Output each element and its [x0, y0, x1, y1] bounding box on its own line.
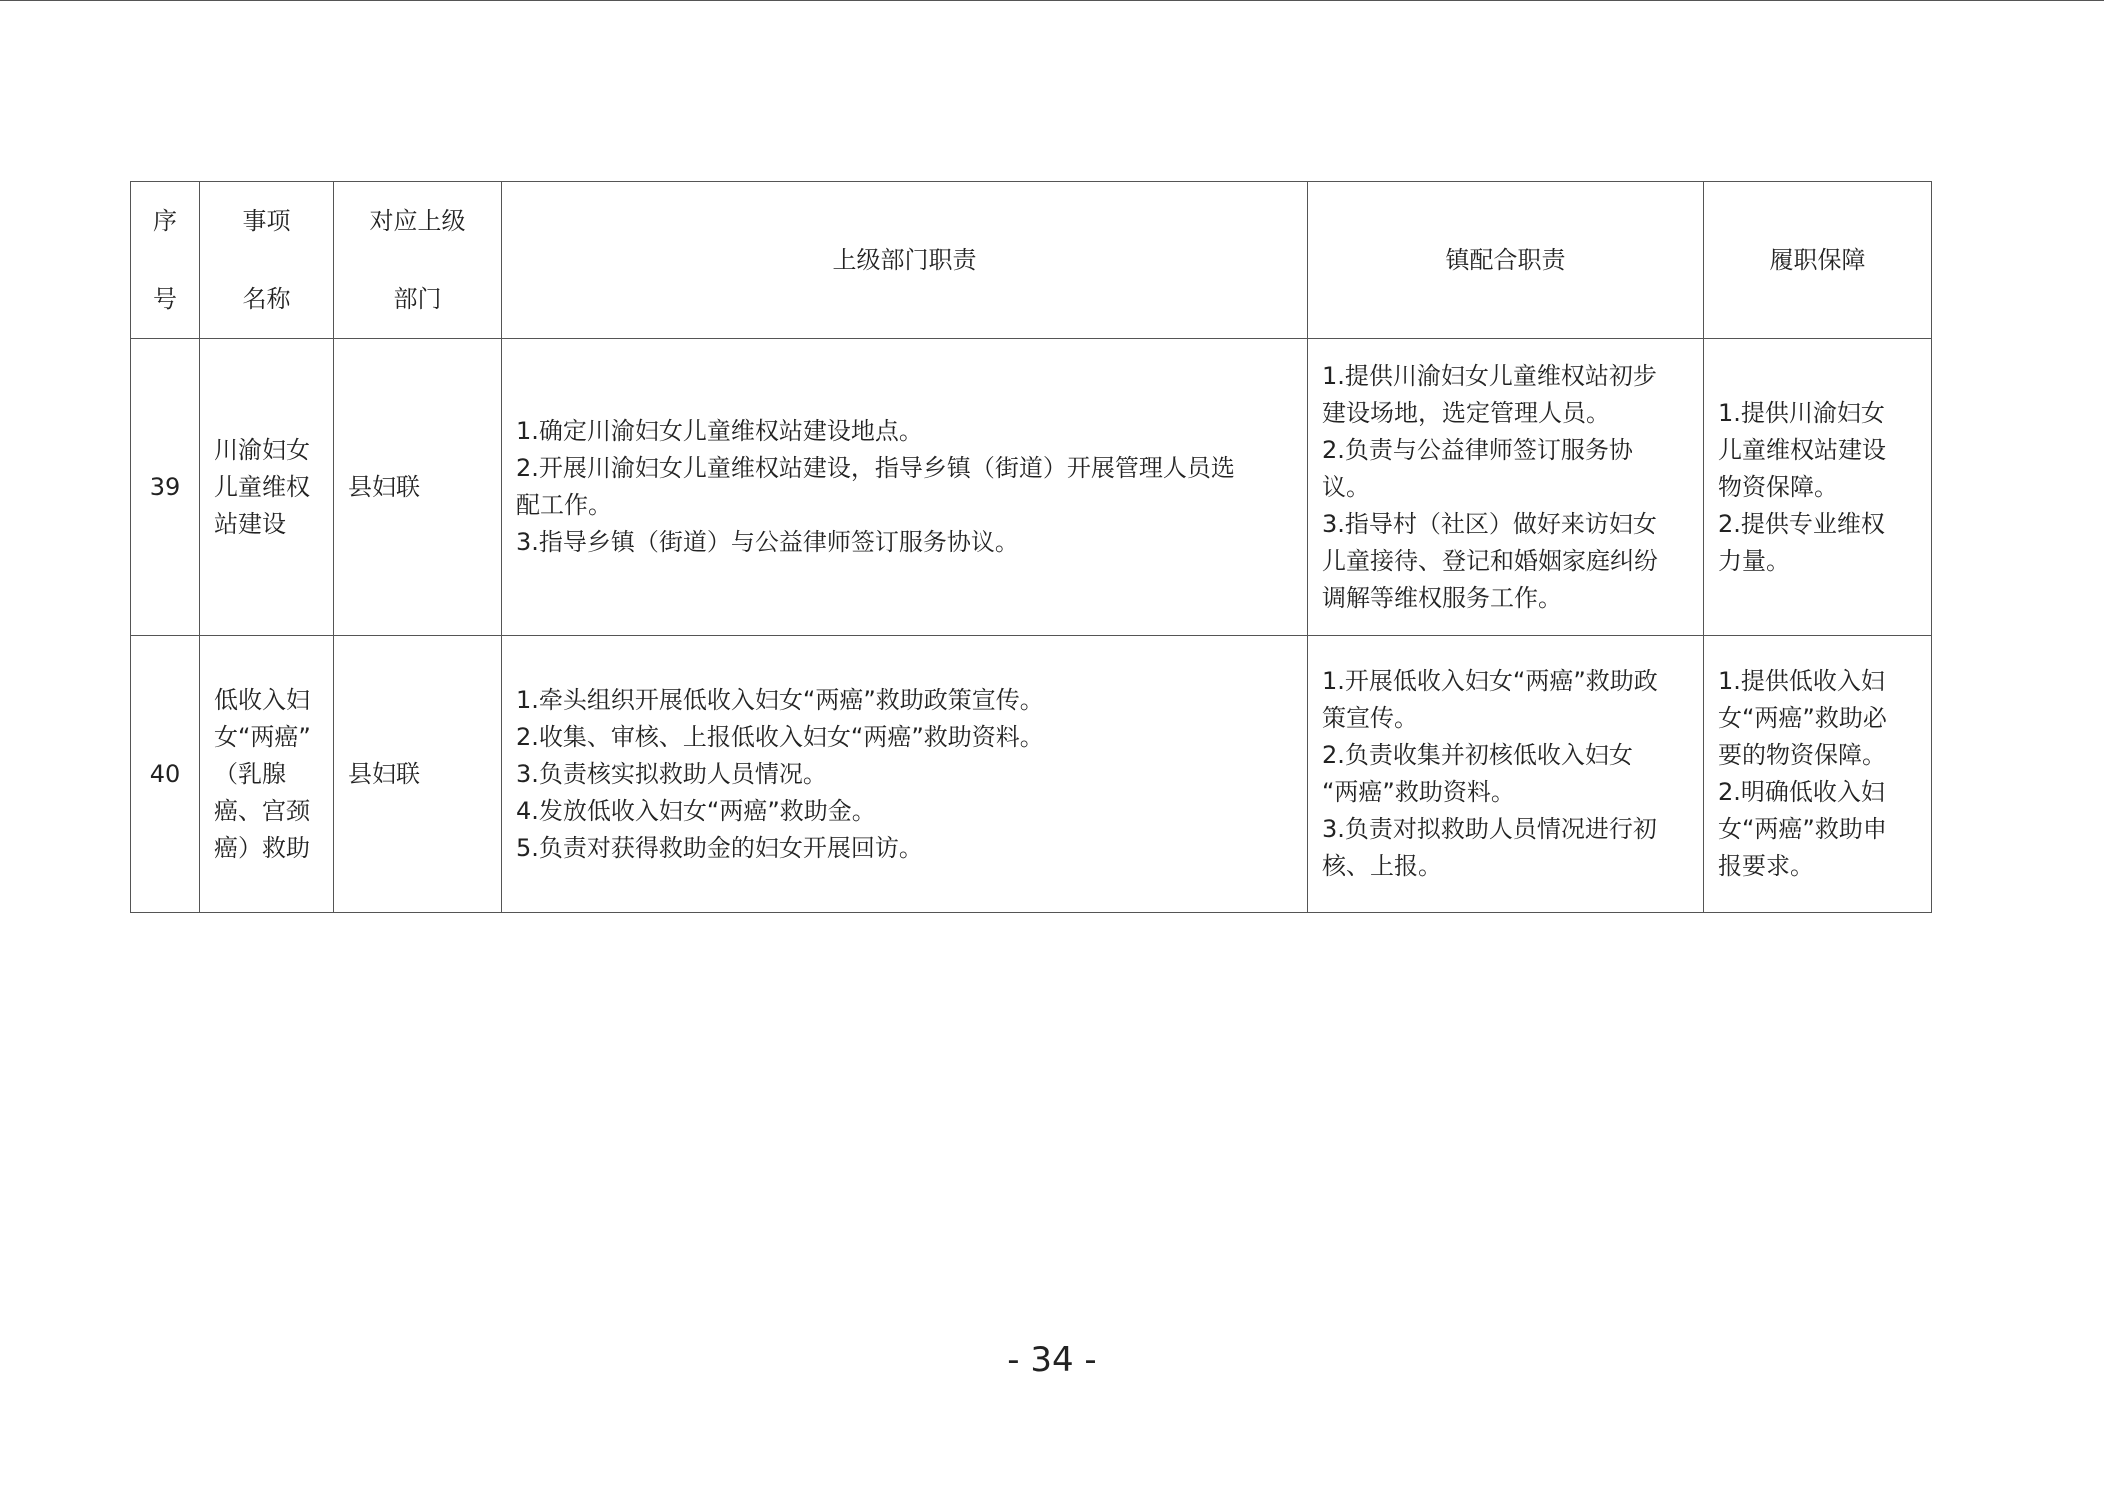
duty-table-container: [130, 181, 1932, 913]
row-seq: 40: [131, 636, 200, 913]
row-upper-duty: 1.牵头组织开展低收入妇女“两癌”救助政策宣传。 2.收集、审核、上报低收入妇女“两癌”救助资料。 3.负责核实拟救助人员情况。 4.发放低收入妇女“两癌”救助金。 5.负责对获得救助金的妇女开展回访。: [502, 636, 1308, 913]
table-row: [131, 339, 1932, 636]
header-item-name: 事项 名称: [200, 182, 334, 339]
header-seq: 序 号: [131, 182, 200, 339]
row-town-duty: 1.开展低收入妇女“两癌”救助政 策宣传。 2.负责收集并初核低收入妇女 “两癌”救助资料。 3.负责对拟救助人员情况进行初 核、上报。: [1308, 636, 1704, 913]
top-border-line: [0, 0, 2104, 1]
table-header-row: [131, 182, 1932, 339]
row-upper-dept: 县妇联: [334, 339, 502, 636]
header-upper-dept: 对应上级 部门: [334, 182, 502, 339]
header-town-duty: 镇配合职责: [1308, 182, 1704, 339]
row-guarantee: 1.提供低收入妇 女“两癌”救助必 要的物资保障。 2.明确低收入妇 女“两癌”救助申 报要求。: [1704, 636, 1932, 913]
row-town-duty: 1.提供川渝妇女儿童维权站初步 建设场地，选定管理人员。 2.负责与公益律师签订服务协 议。 3.指导村（社区）做好来访妇女 儿童接待、登记和婚姻家庭纠纷 调解等维权服务工作。: [1308, 339, 1704, 636]
row-upper-duty: 1.确定川渝妇女儿童维权站建设地点。 2.开展川渝妇女儿童维权站建设，指导乡镇（街道）开展管理人员选 配工作。 3.指导乡镇（街道）与公益律师签订服务协议。: [502, 339, 1308, 636]
duty-table: [130, 181, 1932, 913]
table-row: [131, 636, 1932, 913]
row-seq: 39: [131, 339, 200, 636]
row-item-name: 川渝妇女 儿童维权 站建设: [200, 339, 334, 636]
row-guarantee: 1.提供川渝妇女 儿童维权站建设 物资保障。 2.提供专业维权 力量。: [1704, 339, 1932, 636]
header-upper-duty: 上级部门职责: [502, 182, 1308, 339]
header-guarantee: 履职保障: [1704, 182, 1932, 339]
row-upper-dept: 县妇联: [334, 636, 502, 913]
row-item-name: 低收入妇 女“两癌” （乳腺 癌、宫颈 癌）救助: [200, 636, 334, 913]
page-number: - 34 -: [1007, 1340, 1097, 1380]
